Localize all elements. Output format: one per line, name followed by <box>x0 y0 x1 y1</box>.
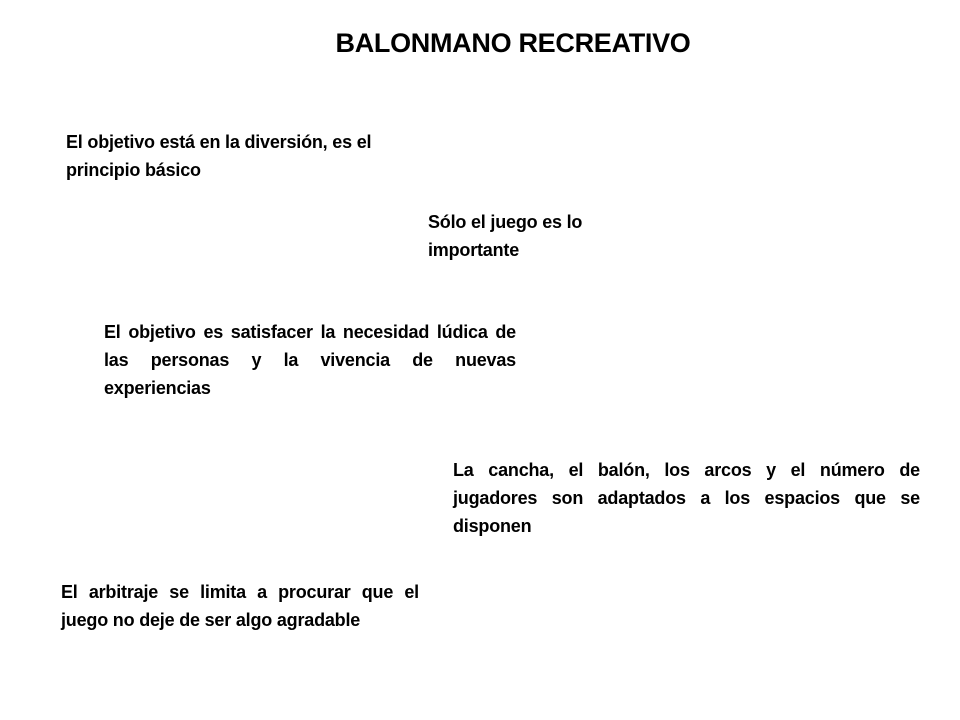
text-block-objective-fun: El objetivo está en la diversión, es el principio básico <box>66 132 372 180</box>
text-block-game-important: Sólo el juego es lo importante <box>428 212 583 260</box>
text-block-adapted-court: La cancha, el balón, los arcos y el número de jugadores son adaptados a los espacios que se disponen <box>453 460 920 536</box>
slide-title: BALONMANO RECREATIVO <box>335 28 691 58</box>
text-block-ludic-need: El objetivo es satisfacer la necesidad lúdica de las personas y la vivencia de nuevas experiencias <box>104 322 516 398</box>
text-block-refereeing: El arbitraje se limita a procurar que el juego no deje de ser algo agradable <box>61 582 419 630</box>
